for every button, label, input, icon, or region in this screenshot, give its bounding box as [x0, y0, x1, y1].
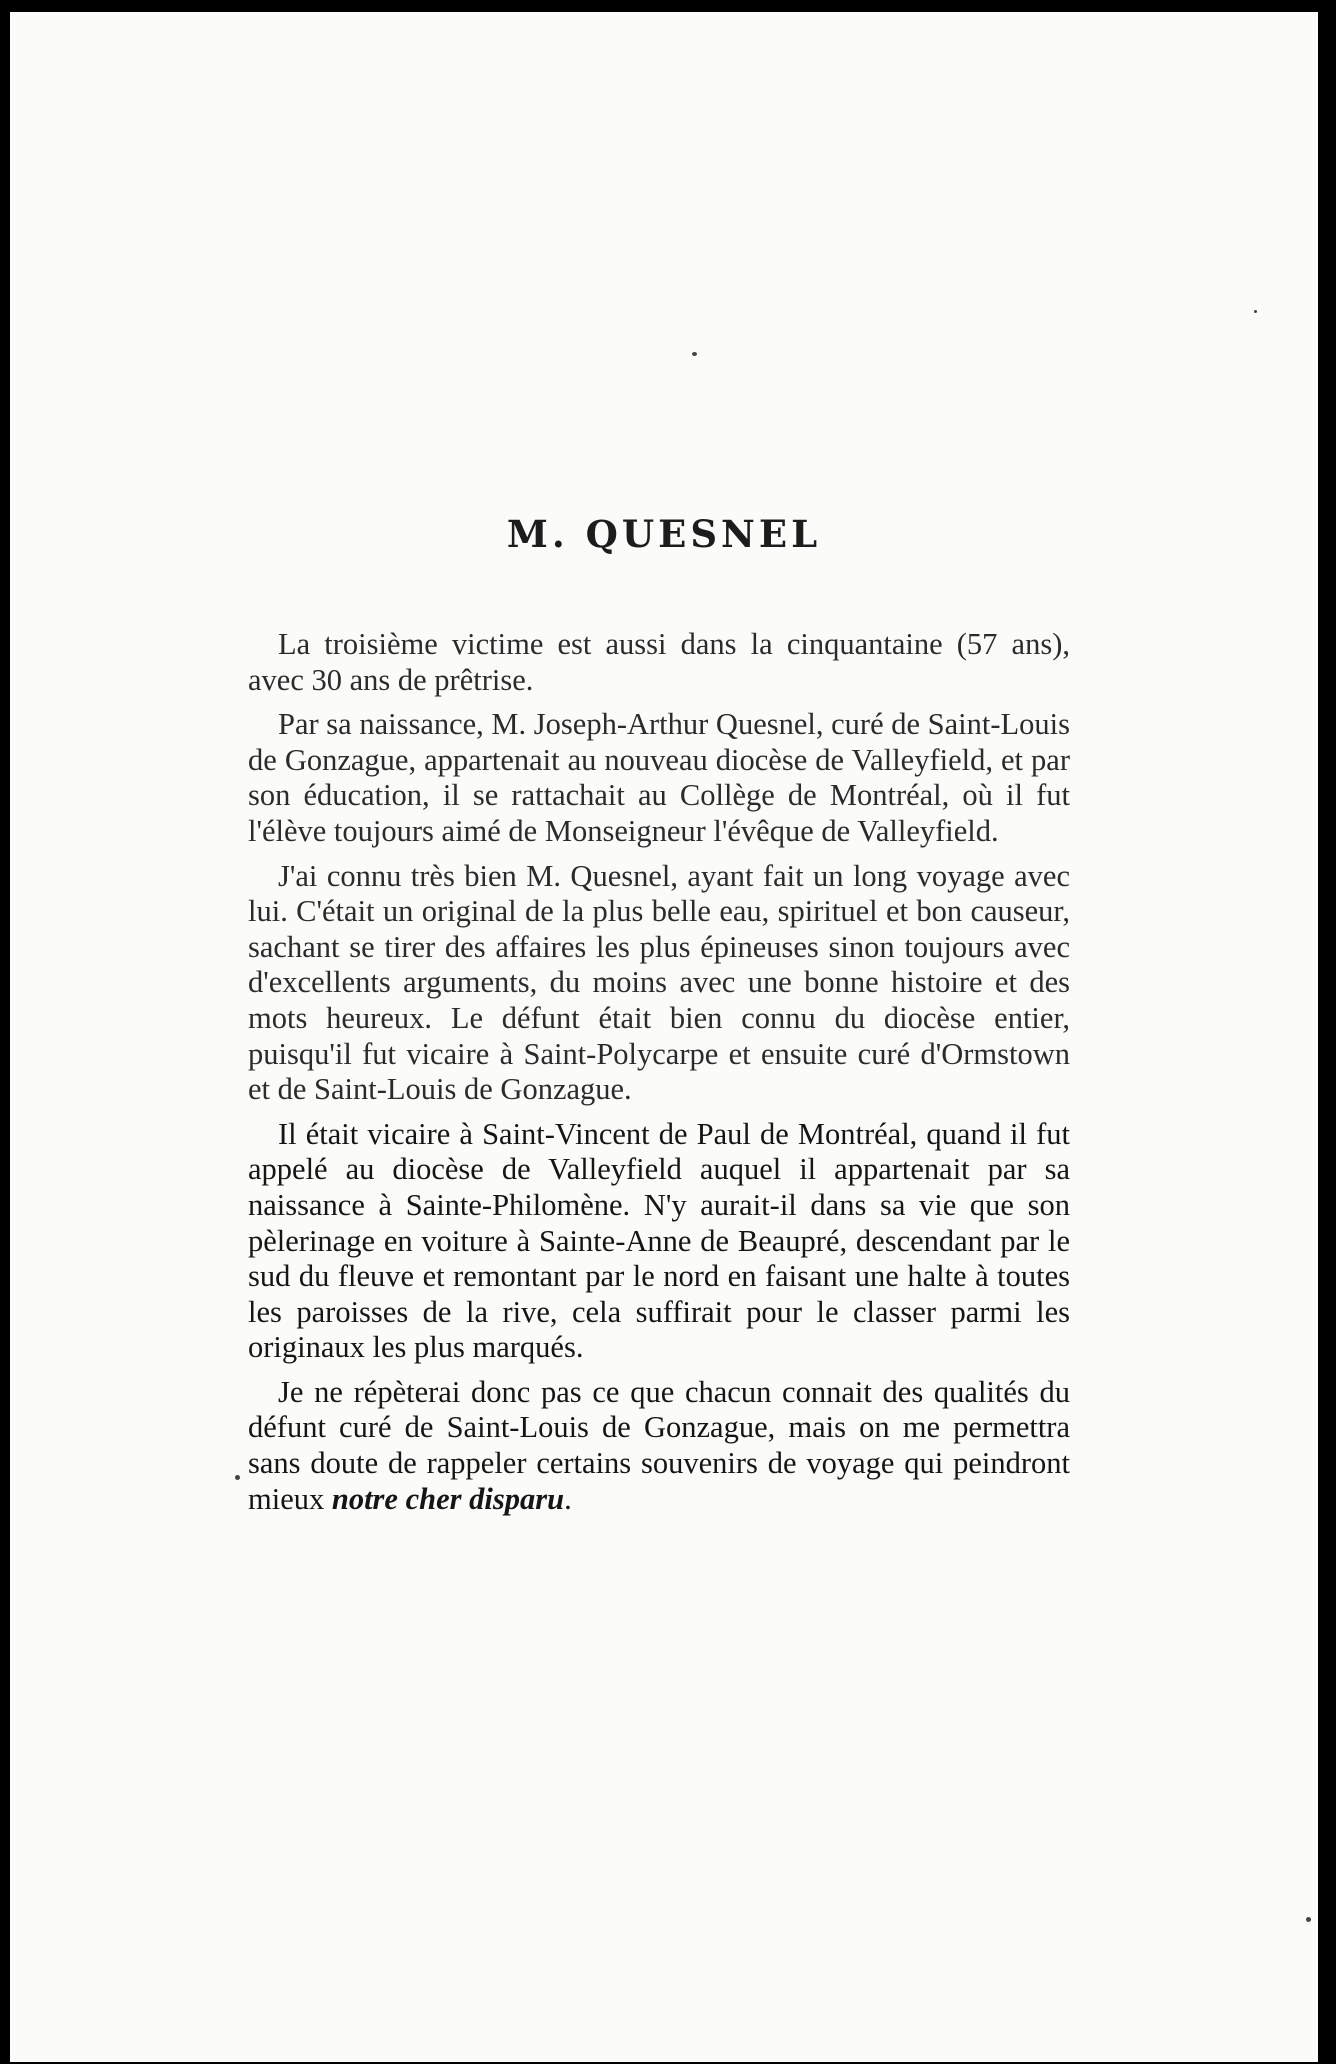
paragraph-4: Il était vicaire à Saint-Vincent de Paul de Montréal, quand il fut appelé au diocèse de Valleyfield auquel il appartenait par sa naissance à Sainte-Philomène. N'y aurait-il dans sa vie que son pèlerinage en voiture à Sainte-Anne de Beaupré, descendant par le sud du fleuve et remontant par le nord en faisant une halte à toutes les paroisses de la rive, cela suffirait pour le classer parmi les originaux les plus marqués.: [248, 1116, 1070, 1365]
body-text: [248, 627, 1070, 1526]
paragraph-5-text: Je ne répèterai donc pas ce que chacun connait des qualités du défunt curé de Saint-Louis de Gonzague, mais on me permettra sans doute de rappeler certains souvenirs de voyage qui peindront mieux: [248, 1374, 1070, 1516]
page-speck: [1254, 310, 1257, 313]
paragraph-5: [248, 1375, 1070, 1517]
page-speck: [1306, 1917, 1311, 1922]
paragraph-1: La troisième victime est aussi dans la cinquantaine (57 ans), avec 30 ans de prêtrise.: [248, 627, 1070, 697]
paragraph-2: Par sa naissance, M. Joseph-Arthur Quesnel, curé de Saint-Louis de Gonzague, appartenait au nouveau diocèse de Valleyfield, et par son éducation, il se rattachait au Collège de Montréal, où il fut l'élève toujours aimé de Monseigneur l'évêque de Valleyfield.: [248, 707, 1070, 848]
page-speck: [692, 352, 697, 356]
page-speck: [235, 1475, 240, 1480]
paragraph-3: J'ai connu très bien M. Quesnel, ayant fait un long voyage avec lui. C'était un original de la plus belle eau, spirituel et bon causeur, sachant se tirer des affaires les plus épineuses sinon toujours avec d'excellents arguments, du moins avec une bonne histoire et des mots heureux. Le défunt était bien connu du diocèse entier, puisqu'il fut vicaire à Saint-Polycarpe et ensuite curé d'Ormstown et de Saint-Louis de Gonzague.: [248, 858, 1070, 1107]
page-title: M. QUESNEL: [506, 512, 822, 556]
paragraph-5-emphasis: notre cher disparu: [331, 1481, 565, 1516]
paragraph-5-end: .: [564, 1481, 572, 1516]
book-page: [10, 12, 1318, 2062]
